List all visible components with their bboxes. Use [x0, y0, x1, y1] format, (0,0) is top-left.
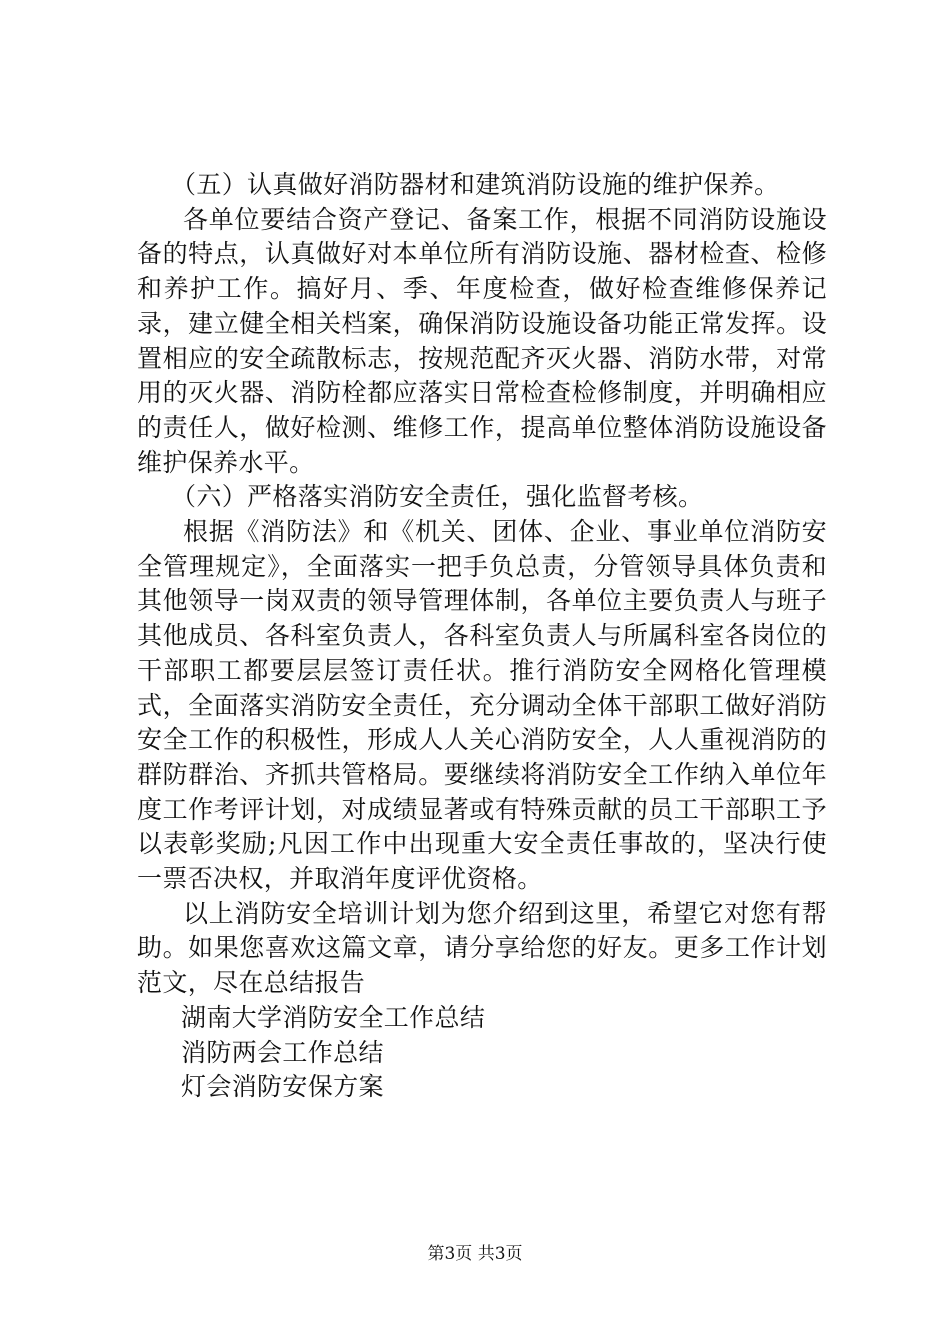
section-6-heading: （六）严格落实消防安全责任，强化监督考核。 [171, 482, 704, 512]
related-link-3[interactable]: 灯会消防安保方案 [181, 1072, 384, 1102]
section-5-paragraph: 各单位要结合资产登记、备案工作，根据不同消防设施设备的特点，认真做好对本单位所有消防设施、器材检查、检修和养护工作。搞好月、季、年度检查，做好检查维修保养记录，建立健全相关档案，确保消防设施设备功能正常发挥。设置相应的安全疏散标志，按规范配齐灭火器、消防水带，对常用的灭火器、消防栓都应落实日常检查检修制度，并明确相应的责任人，做好检测、维修工作，提高单位整体消防设施设备维护保养水平。 [137, 204, 827, 477]
section-6-paragraph: 根据《消防法》和《机关、团体、企业、事业单位消防安全管理规定》，全面落实一把手负总责，分管领导具体负责和其他领导一岗双责的领导管理体制，各单位主要负责人与班子其他成员、各科室负责人，各科室负责人与所属科室各岗位的干部职工都要层层签订责任状。推行消防安全网格化管理模式，全面落实消防安全责任，充分调动全体干部职工做好消防安全工作的积极性，形成人人关心消防安全，人人重视消防的群防群治、齐抓共管格局。要继续将消防安全工作纳入单位年度工作考评计划，对成绩显著或有特殊贡献的员工干部职工予以表彰奖励;凡因工作中出现重大安全责任事故的，坚决行使一票否决权，并取消年度评优资格。 [137, 517, 827, 894]
closing-paragraph: 以上消防安全培训计划为您介绍到这里，希望它对您有帮助。如果您喜欢这篇文章，请分享给您的好友。更多工作计划范文，尽在总结报告 [137, 898, 827, 998]
related-link-1[interactable]: 湖南大学消防安全工作总结 [181, 1002, 486, 1032]
page-number-footer: 第3页 共3页 [427, 1244, 523, 1264]
section-5-heading: （五）认真做好消防器材和建筑消防设施的维护保养。 [171, 170, 780, 199]
document-body [137, 168, 827, 1105]
related-link-2[interactable]: 消防两会工作总结 [181, 1037, 384, 1067]
